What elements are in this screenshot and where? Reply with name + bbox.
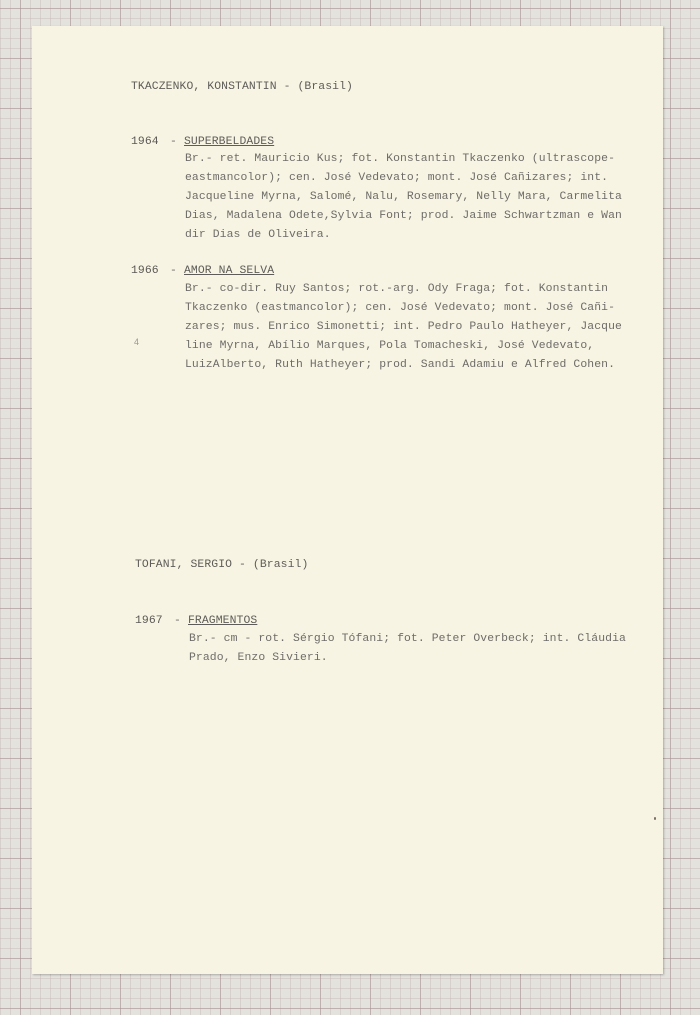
- film-title: SUPERBELDADES: [184, 136, 275, 148]
- film-year: 1967: [135, 615, 163, 627]
- director-heading-tkaczenko: TKACZENKO, KONSTANTIN - (Brasil): [131, 81, 353, 93]
- film-credit-line: Br.- ret. Mauricio Kus; fot. Konstantin Tkaczenko (ultrascope-: [185, 153, 616, 165]
- film-dash: -: [174, 615, 181, 627]
- film-credit-line: zares; mus. Enrico Simonetti; int. Pedro Paulo Hatheyer, Jacque: [185, 321, 622, 333]
- film-title: AMOR NA SELVA: [184, 265, 275, 277]
- film-year: 1964: [131, 136, 159, 148]
- film-credit-line: eastmancolor); cen. José Vedevato; mont. José Cañizares; int.: [185, 172, 609, 184]
- film-title: FRAGMENTOS: [188, 615, 258, 627]
- film-credit-line: Dias, Madalena Odete,Sylvia Font; prod. Jaime Schwartzman e Wan: [185, 210, 622, 222]
- paper-speck: [654, 817, 656, 820]
- film-credit-line: Tkaczenko (eastmancolor); cen. José Vedevato; mont. José Cañi-: [185, 302, 616, 314]
- film-year: 1966: [131, 265, 159, 277]
- film-credit-line: LuizAlberto, Ruth Hatheyer; prod. Sandi Adamiu e Alfred Cohen.: [185, 359, 616, 371]
- film-credit-line: Br.- cm - rot. Sérgio Tófani; fot. Peter Overbeck; int. Cláudia: [189, 633, 626, 645]
- film-credit-line: dir Dias de Oliveira.: [185, 229, 331, 241]
- film-credit-line: Prado, Enzo Sivieri.: [189, 652, 328, 664]
- film-dash: -: [170, 136, 177, 148]
- typewritten-sheet: [32, 26, 663, 974]
- film-credit-line: line Myrna, Abílio Marques, Pola Tomacheski, José Vedevato,: [185, 340, 595, 352]
- director-heading-tofani: TOFANI, SERGIO - (Brasil): [135, 559, 309, 571]
- margin-mark: 4: [134, 337, 140, 347]
- film-credit-line: Jacqueline Myrna, Salomé, Nalu, Rosemary, Nelly Mara, Carmelita: [185, 191, 622, 203]
- film-credit-line: Br.- co-dir. Ruy Santos; rot.-arg. Ody Fraga; fot. Konstantin: [185, 283, 609, 295]
- film-dash: -: [170, 265, 177, 277]
